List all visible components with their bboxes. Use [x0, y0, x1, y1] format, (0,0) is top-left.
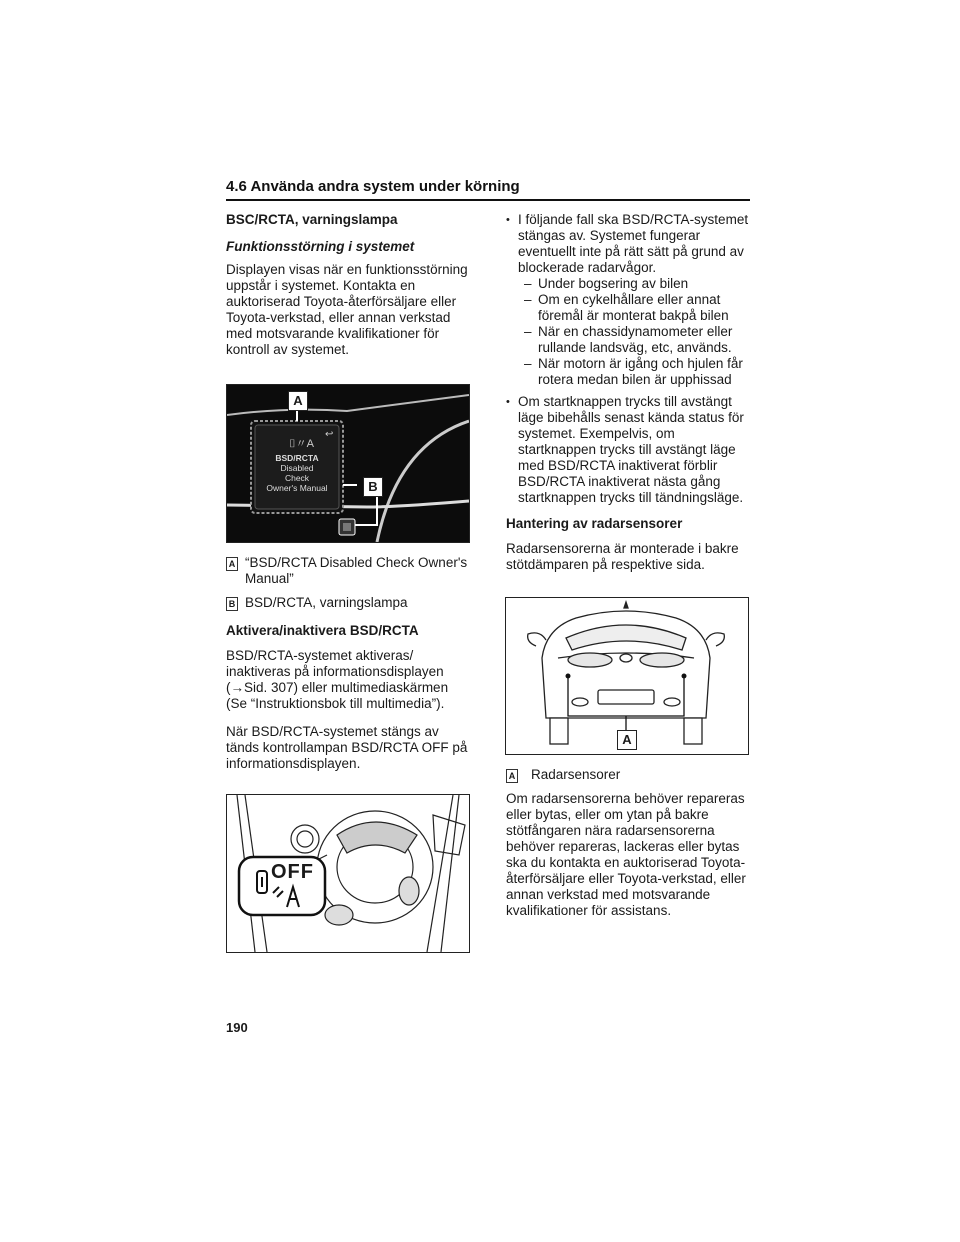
- paragraph-activate: BSD/RCTA-systemet aktiveras/ inaktiveras på informationsdisplayen (→Sid. 307) eller multimediaskärmen (Se “Instruktionsbok till multimedia”).: [226, 648, 449, 711]
- heading-radar-sensors: Hantering av radarsensorer: [506, 516, 683, 531]
- bullet-item-1: [506, 212, 751, 388]
- figure-instrument-cluster: [226, 384, 470, 543]
- dash-item-1: – Under bogsering av bilen: [518, 276, 751, 292]
- left-column: [226, 212, 471, 953]
- paragraph-off-lamp: När BSD/RCTA-systemet stängs av tänds kontrollampan BSD/RCTA OFF på informationsdisplayen.: [226, 724, 468, 771]
- dash-item-4: – När motorn är igång och hjulen får rotera medan bilen är upphissad: [518, 356, 751, 388]
- figure-car-rear: [505, 597, 749, 755]
- heading-warning-lamp: BSC/RCTA, varningslampa: [226, 212, 398, 227]
- legend-text-radar: Radarsensorer: [531, 767, 621, 782]
- screen-line-2: Disabled: [280, 463, 314, 473]
- dash-item-3: – När en chassidynamometer eller rullande landsväg, etc, används.: [518, 324, 751, 356]
- paragraph-radar-repair: Om radarsensorerna behöver repareras eller bytas, eller om ytan på bakre stötfångaren nära radarsensorerna behöver repareras, lackeras eller bytas ska du kontakta en auktoriserad Toyota-återförsäljare eller Toyota-verkstad, eller annan verkstad med motsvarande kvalifikationer för assistans.: [506, 791, 746, 918]
- screen-line-3: Check: [284, 473, 310, 483]
- bullet-list: [506, 212, 751, 506]
- screen-line-4: Owner's Manual: [266, 483, 328, 493]
- section-title: 4.6 Använda andra system under körning: [226, 178, 520, 195]
- page-number: 190: [226, 1020, 248, 1035]
- off-label: OFF: [271, 861, 314, 883]
- legend-text-b: BSD/RCTA, varningslampa: [245, 595, 408, 610]
- callout-b: B: [363, 477, 383, 497]
- header-rule: [226, 199, 750, 201]
- legend-item-a: [226, 555, 471, 587]
- legend-item-b: [226, 595, 471, 611]
- figure-dashboard-off-indicator: [226, 794, 470, 953]
- screen-message: [255, 453, 339, 493]
- legend-key-b: B: [226, 597, 238, 611]
- subheading-malfunction: Funktionsstörning i systemet: [226, 239, 415, 254]
- dashboard-illustration: [227, 795, 469, 952]
- bullet-item-2: • Om startknappen trycks till avstängt läge bibehålls senast kända status för systemet. Exempelvis, om startknappen trycks till avstängt läge med BSD/RCTA inaktiverat förblir BSD/RCTA inaktiverat nästa gång startknappen trycks till tändningsläge.: [506, 394, 751, 506]
- dash-list: [518, 276, 751, 388]
- legend-key-a: A: [226, 557, 238, 571]
- paragraph-radar-location: Radarsensorerna är monterade i bakre stötdämparen på respektive sida.: [506, 541, 739, 572]
- legend-key-radar: A: [506, 769, 518, 783]
- heading-activate: Aktivera/inaktivera BSD/RCTA: [226, 623, 419, 638]
- legend-text-a: “BSD/RCTA Disabled Check Owner's Manual”: [245, 555, 468, 586]
- bsd-icon-on-screen: ⌷〃A: [289, 438, 314, 450]
- legend-item-radar: [506, 767, 751, 783]
- legend-list: [226, 555, 471, 611]
- screen-line-1: BSD/RCTA: [275, 453, 319, 463]
- callout-a: A: [288, 391, 308, 411]
- paragraph-malfunction: Displayen visas när en funktionsstörning uppstår i systemet. Kontakta en auktoriserad Toyota-återförsäljare eller Toyota-verkstad, eller annan verkstad med motsvarande kvalifikationer för kontroll av systemet.: [226, 262, 468, 357]
- dash-item-2: – Om en cykelhållare eller annat föremål är monterat bakpå bilen: [518, 292, 751, 324]
- bullet-1-text: I följande fall ska BSD/RCTA-systemet stängas av. Systemet fungerar eventuellt inte på rätt sätt på grund av blockerade radarvågor.: [518, 212, 749, 275]
- back-arrow-icon: ↩: [325, 429, 334, 440]
- callout-a-radar: A: [617, 730, 637, 750]
- right-column: [506, 212, 751, 931]
